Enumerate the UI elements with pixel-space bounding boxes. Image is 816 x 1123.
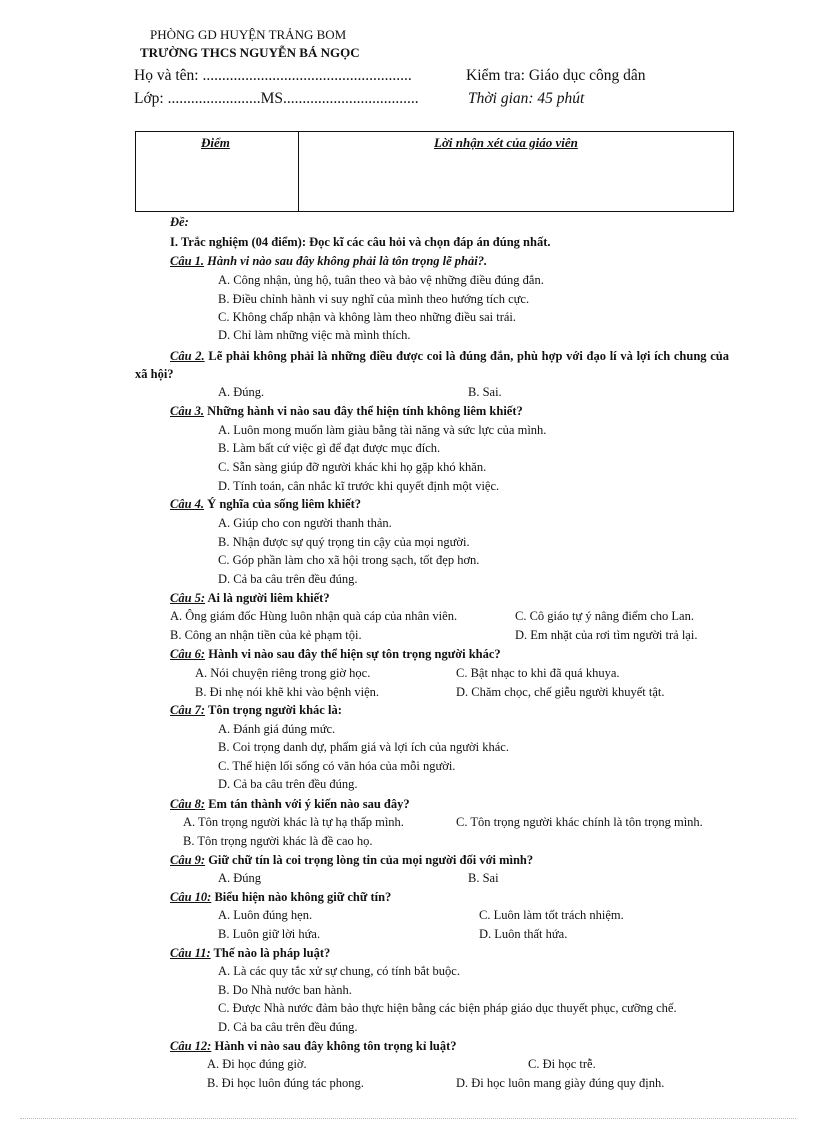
q6-option-a[interactable]: A. Nói chuyện riêng trong giờ học.: [195, 666, 371, 680]
question-12: [170, 1039, 457, 1054]
q3-option-a[interactable]: A. Luôn mong muốn làm giàu bằng tài năng và sức lực của mình.: [218, 423, 547, 437]
q6-option-c[interactable]: C. Bật nhạc to khi đã quá khuya.: [456, 666, 620, 680]
question-label: Câu 12:: [170, 1039, 212, 1053]
question-label: Câu 7:: [170, 703, 206, 717]
q7-option-c[interactable]: C. Thể hiện lối sống có văn hóa của mỗi người.: [218, 759, 456, 773]
question-text: Giữ chữ tín là coi trọng lòng tin của mọi người đối với mình?: [205, 853, 534, 867]
question-3: [170, 404, 523, 419]
score-table-divider: [298, 132, 299, 211]
page-bottom-border: [20, 1118, 796, 1119]
q7-option-d[interactable]: D. Cả ba câu trên đều đúng.: [218, 777, 358, 791]
question-text: Hành vi nào sau đây thể hiện sự tôn trọng người khác?: [205, 647, 501, 661]
question-text: Hành vi nào sau đây không tôn trọng kỉ luật?: [211, 1039, 457, 1053]
q7-option-a[interactable]: A. Đánh giá đúng mức.: [218, 722, 336, 736]
q8-option-a[interactable]: A. Tôn trọng người khác là tự hạ thấp mình.: [183, 815, 404, 829]
question-label: Câu 10:: [170, 890, 212, 904]
question-10: [170, 890, 391, 905]
q3-option-b[interactable]: B. Làm bất cứ việc gì để đạt được mục đích.: [218, 441, 441, 455]
q5-option-c[interactable]: C. Cô giáo tự ý nâng điểm cho Lan.: [515, 609, 694, 623]
question-text: Ai là người liêm khiết?: [205, 591, 330, 605]
q10-option-c[interactable]: C. Luôn làm tốt trách nhiệm.: [479, 908, 624, 922]
q2-option-b[interactable]: B. Sai.: [468, 385, 502, 399]
question-text: Em tán thành với ý kiến nào sau đây?: [205, 797, 410, 811]
question-label: Câu 3.: [170, 404, 205, 418]
question-11: [170, 946, 330, 961]
question-5: [170, 591, 330, 606]
q12-option-b[interactable]: B. Đi học luôn đúng tác phong.: [207, 1076, 364, 1090]
q9-option-a[interactable]: A. Đúng: [218, 871, 262, 885]
score-header: Điểm: [201, 135, 230, 150]
q10-option-d[interactable]: D. Luôn thất hứa.: [479, 927, 568, 941]
question-label: Câu 5:: [170, 591, 206, 605]
question-label: Câu 2.: [170, 349, 205, 363]
q12-option-a[interactable]: A. Đi học đúng giờ.: [207, 1057, 307, 1071]
q10-option-b[interactable]: B. Luôn giữ lời hứa.: [218, 927, 321, 941]
q4-option-a[interactable]: A. Giúp cho con người thanh thản.: [218, 516, 392, 530]
question-9: [170, 853, 533, 868]
question-text: Biểu hiện nào không giữ chữ tín?: [211, 890, 392, 904]
q1-option-b[interactable]: B. Điều chỉnh hành vi suy nghĩ của mình theo hướng tích cực.: [218, 292, 530, 306]
student-name-field[interactable]: Họ và tên: ......................................................: [134, 67, 412, 84]
question-label: Câu 4.: [170, 497, 205, 511]
question-text: Thế nào là pháp luật?: [210, 946, 331, 960]
question-label: Câu 9:: [170, 853, 206, 867]
section-title: I. Trắc nghiệm (04 điểm): Đọc kĩ các câu hỏi và chọn đáp án đúng nhất.: [170, 235, 551, 249]
question-2: [135, 347, 729, 383]
q1-option-d[interactable]: D. Chỉ làm những việc mà mình thích.: [218, 328, 411, 342]
q8-option-c[interactable]: C. Tôn trọng người khác chính là tôn trọng mình.: [456, 815, 703, 829]
teacher-comment-header: Lời nhận xét của giáo viên: [434, 135, 578, 150]
question-text: Hành vi nào sau đây không phải là tôn trọng lẽ phải?.: [204, 254, 488, 268]
q7-option-b[interactable]: B. Coi trọng danh dự, phẩm giá và lợi ích của người khác.: [218, 740, 509, 754]
q11-option-a[interactable]: A. Là các quy tắc xử sự chung, có tính bắt buộc.: [218, 964, 460, 978]
question-text: Lẽ phải không phải là những điều được coi là đúng đắn, phù hợp với đạo lí và lợi ích chung của xã hội?: [135, 349, 729, 381]
score-table: [135, 131, 734, 212]
q9-option-b[interactable]: B. Sai: [468, 871, 499, 885]
q5-option-b[interactable]: B. Công an nhận tiền của kẻ phạm tội.: [170, 628, 362, 642]
q2-option-a[interactable]: A. Đúng.: [218, 385, 265, 399]
question-label: Câu 8:: [170, 797, 206, 811]
q11-option-b[interactable]: B. Do Nhà nước ban hành.: [218, 983, 352, 997]
q4-option-d[interactable]: D. Cả ba câu trên đều đúng.: [218, 572, 358, 586]
q3-option-d[interactable]: D. Tính toán, cân nhắc kĩ trước khi quyết định một việc.: [218, 479, 500, 493]
question-6: [170, 647, 501, 662]
q4-option-c[interactable]: C. Góp phần làm cho xã hội trong sạch, tốt đẹp hơn.: [218, 553, 480, 567]
question-4: [170, 497, 361, 512]
q10-option-a[interactable]: A. Luôn đúng hẹn.: [218, 908, 313, 922]
q12-option-d[interactable]: D. Đi học luôn mang giày đúng quy định.: [456, 1076, 665, 1090]
q12-option-c[interactable]: C. Đi học trễ.: [528, 1057, 596, 1071]
exam-label: Đề:: [170, 215, 189, 229]
q6-option-d[interactable]: D. Chăm chọc, chế giễu người khuyết tật.: [456, 685, 665, 699]
department-name: PHÒNG GD HUYỆN TRẢNG BOM: [150, 27, 347, 42]
exam-subject: Kiểm tra: Giáo dục công dân: [466, 67, 646, 84]
question-8: [170, 797, 410, 812]
exam-duration: Thời gian: 45 phút: [468, 90, 585, 107]
question-text: Những hành vi nào sau đây thể hiện tính không liêm khiết?: [204, 404, 523, 418]
q1-option-c[interactable]: C. Không chấp nhận và không làm theo những điều sai trái.: [218, 310, 517, 324]
q5-option-d[interactable]: D. Em nhặt của rơi tìm người trả lại.: [515, 628, 698, 642]
q3-option-c[interactable]: C. Sẵn sàng giúp đỡ người khác khi họ gặp khó khăn.: [218, 460, 487, 474]
question-text: Ý nghĩa của sống liêm khiết?: [204, 497, 362, 511]
q5-option-a[interactable]: A. Ông giám đốc Hùng luôn nhận quà cáp của nhân viên.: [170, 609, 458, 623]
question-7: [170, 703, 342, 718]
q1-option-a[interactable]: A. Công nhận, ủng hộ, tuân theo và bảo vệ những điều đúng đắn.: [218, 273, 544, 287]
question-1: [170, 254, 487, 269]
q11-option-d[interactable]: D. Cả ba câu trên đều đúng.: [218, 1020, 358, 1034]
question-text: Tôn trọng người khác là:: [205, 703, 342, 717]
q6-option-b[interactable]: B. Đi nhẹ nói khẽ khi vào bệnh viện.: [195, 685, 379, 699]
q4-option-b[interactable]: B. Nhận được sự quý trọng tin cậy của mọi người.: [218, 535, 470, 549]
q11-option-c[interactable]: C. Được Nhà nước đảm bảo thực hiện bằng các biện pháp giáo dục thuyết phục, cưỡng chế.: [218, 1001, 677, 1015]
question-label: Câu 1.: [170, 254, 205, 268]
question-label: Câu 6:: [170, 647, 206, 661]
q8-option-b[interactable]: B. Tôn trọng người khác là đề cao họ.: [183, 834, 373, 848]
student-class-field[interactable]: Lớp: ........................MS...................................: [134, 90, 419, 107]
question-label: Câu 11:: [170, 946, 211, 960]
school-name: TRƯỜNG THCS NGUYỄN BÁ NGỌC: [140, 45, 360, 60]
